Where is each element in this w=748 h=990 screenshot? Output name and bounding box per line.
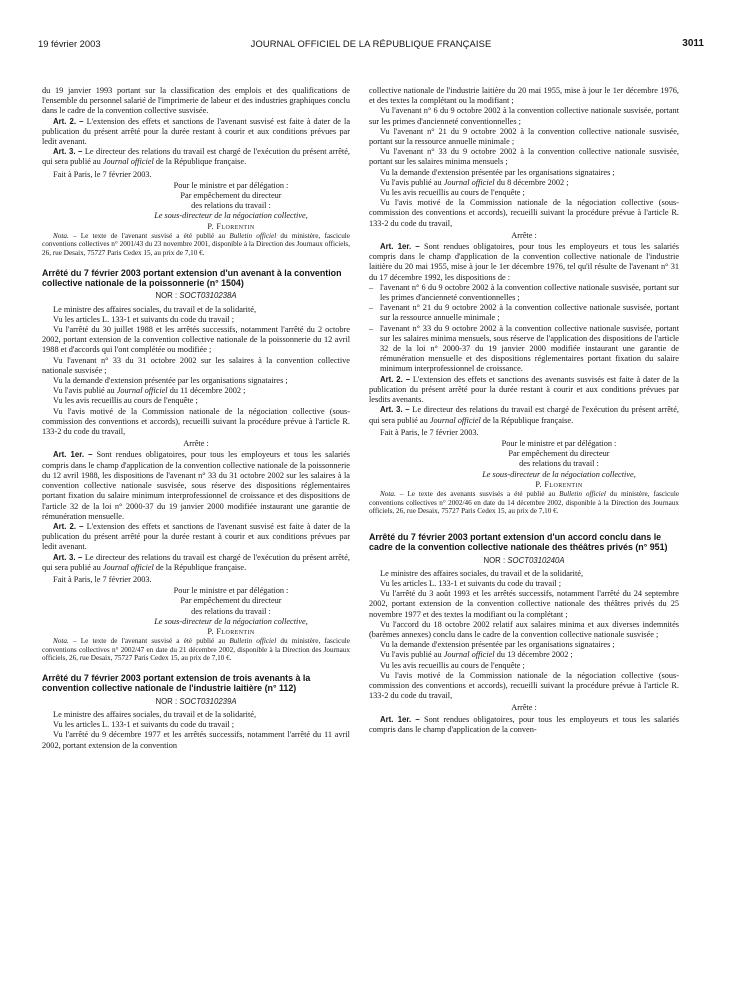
nor-code: SOCT0310238A <box>179 291 237 301</box>
article-1 <box>42 450 350 521</box>
decree-title: Arrêté du 7 février 2003 portant extension de trois avenants à la convention collective nationale de l'industrie laitière (n° 112) <box>42 672 311 694</box>
signature-line: Par empêchement du directeur <box>508 449 610 459</box>
nor-code: SOCT0310239A <box>179 696 237 706</box>
list-item: – l'avenant n° 21 du 9 octobre 2002 à la convention collective nationale susvisée, portant sur la ressource annuelle minimale ; <box>369 303 679 323</box>
place-date: Fait à Paris, le 7 février 2003. <box>53 169 152 179</box>
nor-label: NOR : <box>155 291 178 301</box>
list-item: – l'avenant n° 33 du 9 octobre 2002 à la convention collective nationale susvisée, portant sur les salaires minima mensuels, sous réserve de l'application des dispositions de l'article 32 de la loi n° 2000-37 du 19 janvier 2000 modifiée instaurant une garantie de rémunération mensuelle et des dispositions réglementaires portant fixation du salaire minimum interprofessionnel de croissance. <box>369 324 679 375</box>
visa: Vu l'arrêté du 9 décembre 1977 et les arrêtés successifs, notamment l'arrêté du 11 avril 2002, portant extension de la convention <box>42 730 350 750</box>
visa-text: Vu l'avis publié au <box>380 650 442 660</box>
signature-line: Par empêchement du directeur <box>180 596 282 606</box>
journal-reference: Journal officiel <box>102 562 154 572</box>
article-text: de la République française. <box>155 157 247 167</box>
visa: Le ministre des affaires sociales, du travail et de la solidarité, <box>53 709 257 719</box>
visa: Vu les avis recueillis au cours de l'enquête ; <box>53 396 198 406</box>
journal-reference: Journal officiel <box>429 415 481 425</box>
article-label: Art. 3. – <box>53 147 83 157</box>
visa: Vu l'avis motivé de la Commission nationale de la négociation collective (sous-commission des conventions et accords), recueilli suivant la procédure prévue à l'article R. 133-2 du code du travail, <box>369 670 679 701</box>
visa-continuation: collective nationale de l'industrie laitière du 20 mai 1955, mise à jour le 1er décembre 1976, et des textes la complétant ou la modifiant ; <box>369 86 679 106</box>
visa-text: du 8 décembre 2002 ; <box>496 177 569 187</box>
article-2 <box>42 117 350 148</box>
article-text: Sont rendues obligatoires, pour tous les employeurs et tous les salariés compris dans le champ d'application de la convention collective nationale de la poissonnerie du 12 avril 1988, les dispositions de l'avenant n° 33 du 31 octobre 2002 sur les salaires à la convention collective nationale susvisée, sous réserve des dispositions réglementaires portant fixation du salaire minimum interprofessionnel de croissance et des dispositions de l'article 32 de la loi n° 2000-37 du 19 janvier 2000 modifiée instaurant une garantie de rémunération mensuelle. <box>42 450 351 521</box>
signatory-name: P. Florentin <box>207 221 255 231</box>
article-1 <box>369 242 679 283</box>
nota-text: du ministère, fascicule conventions collectives n° 2001/43 du 23 novembre 2001, disponible à la Direction des Journaux officiels, 26, rue Desaix, 75727 Paris Cedex 15, au prix de 7,10 €. <box>42 231 350 258</box>
visa <box>42 386 350 396</box>
article-3 <box>42 553 350 573</box>
visa: Vu les articles L. 133-1 et suivants du code du travail ; <box>53 314 235 324</box>
signatory-name: P. Florentin <box>207 626 255 636</box>
article-3 <box>42 147 350 167</box>
nota <box>369 490 679 516</box>
signature-role: Le sous-directeur de la négociation collective, <box>154 616 308 626</box>
signature-line: Pour le ministre et par délégation : <box>173 586 289 596</box>
decree-title: Arrêté du 7 février 2003 portant extension d'un accord conclu dans le cadre de la convention collective nationale des théâtres privés (n° 951) <box>369 531 668 553</box>
visa-text: Vu l'avis publié au <box>53 386 115 396</box>
visa: Vu la demande d'extension présentée par les organisations signataires ; <box>380 167 615 177</box>
nor-label: NOR : <box>155 696 178 706</box>
visa: Le ministre des affaires sociales, du travail et de la solidarité, <box>53 304 257 314</box>
bulletin-reference: Bulletin officiel <box>559 489 606 498</box>
article-label: Art. 1er. – <box>380 242 420 252</box>
visa: Vu l'arrêté du 30 juillet 1988 et les arrêtés successifs, notamment l'arrêté du 2 octobre 2002, portant extension de la convention collective nationale de la poissonnerie du 12 avril 1988 et d'accords qui l'ont complétée ou modifiée ; <box>42 325 350 355</box>
arrete-heading: Arrête : <box>511 703 537 713</box>
signature-line: Pour le ministre et par délégation : <box>173 180 289 190</box>
visa <box>369 650 679 660</box>
article-label: Art. 3. – <box>53 552 83 562</box>
visa: Vu l'accord du 18 octobre 2002 relatif aux salaires minima et aux diverses indemnités (barèmes annexes) conclu dans le cadre de la convention collective nationale susvisée ; <box>369 619 679 639</box>
signature-block <box>112 586 350 637</box>
signature-line: des relations du travail : <box>191 606 271 616</box>
header-date: 19 février 2003 <box>38 38 101 49</box>
article-2 <box>369 375 679 406</box>
nota-label: Nota. – <box>380 489 404 498</box>
article-text: Sont rendues obligatoires, pour tous les employeurs et tous les salariés compris dans le champ d'application de la convention collective nationale de l'industrie laitière du 20 mai 1955, mise à jour le 1er décembre 1976, tel qu'il résulte de l'avenant n° 31 du 17 décembre 1992, les dispositions de : <box>369 242 680 282</box>
nota <box>42 232 350 258</box>
nota-text: Le texte de l'avenant susvisé a été publié au <box>80 637 226 646</box>
nor-reference <box>42 291 350 301</box>
nota <box>42 637 350 663</box>
visa-text: Vu l'avis publié au <box>380 177 442 187</box>
signature-line: Par empêchement du directeur <box>180 191 282 201</box>
decree-title: Arrêté du 7 février 2003 portant extension d'un avenant à la convention collective nationale de la poissonnerie (n° 1504) <box>42 267 342 289</box>
journal-reference: Journal officiel <box>443 650 495 660</box>
article-label: Art. 1er. – <box>53 450 93 460</box>
journal-reference: Journal officiel <box>443 177 495 187</box>
journal-title: JOURNAL OFFICIEL DE LA RÉPUBLIQUE FRANÇAISE <box>250 38 492 49</box>
nota-label: Nota. – <box>53 637 77 646</box>
article-text: L'extension des effets et sanctions de l'avenant susvisé est faite à dater de la publication du présent arrêté pour la durée restant à courir et aux conditions prévues par ledit avenant. <box>42 116 351 147</box>
bulletin-reference: Bulletin officiel <box>229 231 277 240</box>
nota-text: Le texte de l'avenant susvisé a été publié au <box>80 231 226 240</box>
nota-text: du ministère, fascicule conventions collectives n° 2002/46 en date du 14 décembre 2002, disponible à la Direction des Journaux officiels, 26, rue Desaix, 75727 Paris Cedex 15, au prix de 7,10 €. <box>369 489 680 516</box>
nor-label: NOR : <box>483 555 506 565</box>
arrete-heading: Arrête : <box>511 230 537 240</box>
visa <box>369 178 679 188</box>
nota-text: du ministère, fascicule conventions collectives n° 2002/47 en date du 21 décembre 2002, disponible à la Direction des Journaux officiels, 26, rue Desaix, 75727 Paris Cedex 15, au prix de 7,10 €. <box>42 637 350 663</box>
visa: Vu les avis recueillis au cours de l'enquête ; <box>380 188 525 198</box>
article-text: de la République française. <box>482 415 574 425</box>
article-text: Le directeur des relations du travail est chargé de l'exécution du présent arrêté, qui sera publié au <box>369 405 679 425</box>
visa: Vu les articles L. 133-1 et suivants du code du travail ; <box>53 720 235 730</box>
intro-continuation: du 19 janvier 1993 portant sur la classification des emplois et des qualifications de l'ensemble du personnel salarié de l'imprimerie de labeur et des industries graphiques conclu dans le cadre de la convention collective susvisée. <box>42 86 350 116</box>
article-text: Sont rendues obligatoires, pour tous les employeurs et tous les salariés compris dans le champ d'application de la conven- <box>369 714 680 734</box>
article-label: Art. 2. – <box>53 521 84 531</box>
left-column <box>42 86 350 751</box>
place-date: Fait à Paris, le 7 février 2003. <box>53 574 152 584</box>
signature-line: des relations du travail : <box>519 459 599 469</box>
signature-line: des relations du travail : <box>191 201 271 211</box>
visa: Le ministre des affaires sociales, du travail et de la solidarité, <box>380 568 584 578</box>
visa: Vu l'avenant n° 6 du 9 octobre 2002 à la convention collective nationale susvisée, portant sur les primes d'ancienneté conventionnelles ; <box>369 106 679 126</box>
visa: Vu l'avis motivé de la Commission nationale de la négociation collective (sous-commission des conventions et accords), recueilli suivant la procédure prévue à l'article R. 133-2 du code du travail, <box>369 198 679 228</box>
article-2 <box>42 522 350 553</box>
journal-reference: Journal officiel <box>102 157 154 167</box>
article-label: Art. 3. – <box>380 405 410 415</box>
page-number: 3011 <box>682 38 704 49</box>
visa: Vu l'avenant n° 33 du 9 octobre 2002 à la convention collective nationale susvisée, portant sur les salaires minima mensuels ; <box>369 147 679 167</box>
visa: Vu l'avenant n° 33 du 31 octobre 2002 sur les salaires à la convention collective nationale susvisée ; <box>42 355 350 375</box>
list-item: – l'avenant n° 6 du 9 octobre 2002 à la convention collective nationale susvisée, portant sur les primes d'ancienneté conventionnelles ; <box>369 283 679 303</box>
signature-line: Pour le ministre et par délégation : <box>501 438 617 448</box>
place-date: Fait à Paris, le 7 février 2003. <box>380 427 479 437</box>
nor-reference <box>42 697 350 707</box>
visa: Vu la demande d'extension présentée par les organisations signataires ; <box>53 376 288 386</box>
article-1-list <box>369 283 679 375</box>
visa-text: du 11 décembre 2002 ; <box>169 386 246 396</box>
article-label: Art. 1er. – <box>380 714 420 724</box>
visa: Vu l'avenant n° 21 du 9 octobre 2002 à la convention collective nationale susvisée, portant sur la ressource annuelle minimale ; <box>369 126 679 147</box>
nota-text: Le texte des avenants susvisés a été publié au <box>407 489 556 498</box>
visa: Vu l'avis motivé de la Commission nationale de la négociation collective (sous-commission des conventions et accords), recueilli suivant la procédure prévue à l'article R. 133-2 du code du travail, <box>42 406 350 437</box>
arrete-heading: Arrête : <box>183 439 209 449</box>
article-text: Le directeur des relations du travail est chargé de l'exécution du présent arrêté, qui sera publié au <box>42 147 350 167</box>
journal-reference: Journal officiel <box>116 386 168 396</box>
article-label: Art. 2. – <box>380 374 411 384</box>
page-header <box>38 36 704 52</box>
nor-code: SOCT0310240A <box>507 555 565 565</box>
visa-text: du 13 décembre 2002 ; <box>496 650 573 660</box>
bulletin-reference: Bulletin officiel <box>229 637 277 646</box>
article-3 <box>369 405 679 425</box>
nor-reference <box>369 556 679 566</box>
signature-role: Le sous-directeur de la négociation collective, <box>482 469 636 479</box>
signatory-name: P. Florentin <box>535 479 583 489</box>
article-1 <box>369 715 679 735</box>
visa: Vu la demande d'extension présentée par les organisations signataires ; <box>380 640 615 650</box>
nota-label: Nota. – <box>53 231 77 240</box>
article-text: L'extension des effets et sanctions des avenants susvisés est faite à dater de la publication du présent arrêté pour la durée restant à courir et aux conditions prévues par lesdits avenants. <box>369 374 679 405</box>
article-text: L'extension des effets et sanctions de l'avenant susvisé est faite à dater de la publication du présent arrêté pour la durée restant à courir et aux conditions prévues par ledit avenant. <box>42 521 351 552</box>
signature-block <box>112 181 350 232</box>
visa: Vu l'arrêté du 3 août 1993 et les arrêtés successifs, notamment l'arrêté du 24 septembre 2002, portant extension de la convention collective nationale des théâtres privés du 25 novembre 1977 et des textes la modifiant ou la complétant ; <box>369 589 679 619</box>
article-text: de la République française. <box>155 562 247 572</box>
signature-role: Le sous-directeur de la négociation collective, <box>154 211 308 221</box>
article-label: Art. 2. – <box>53 116 84 126</box>
right-column <box>369 86 679 735</box>
signature-block <box>439 439 679 490</box>
article-text: Le directeur des relations du travail est chargé de l'exécution du présent arrêté, qui sera publié au <box>42 552 350 572</box>
visa: Vu les articles L. 133-1 et suivants du code du travail ; <box>380 578 562 588</box>
visa: Vu les avis recueillis au cours de l'enquête ; <box>380 660 525 670</box>
